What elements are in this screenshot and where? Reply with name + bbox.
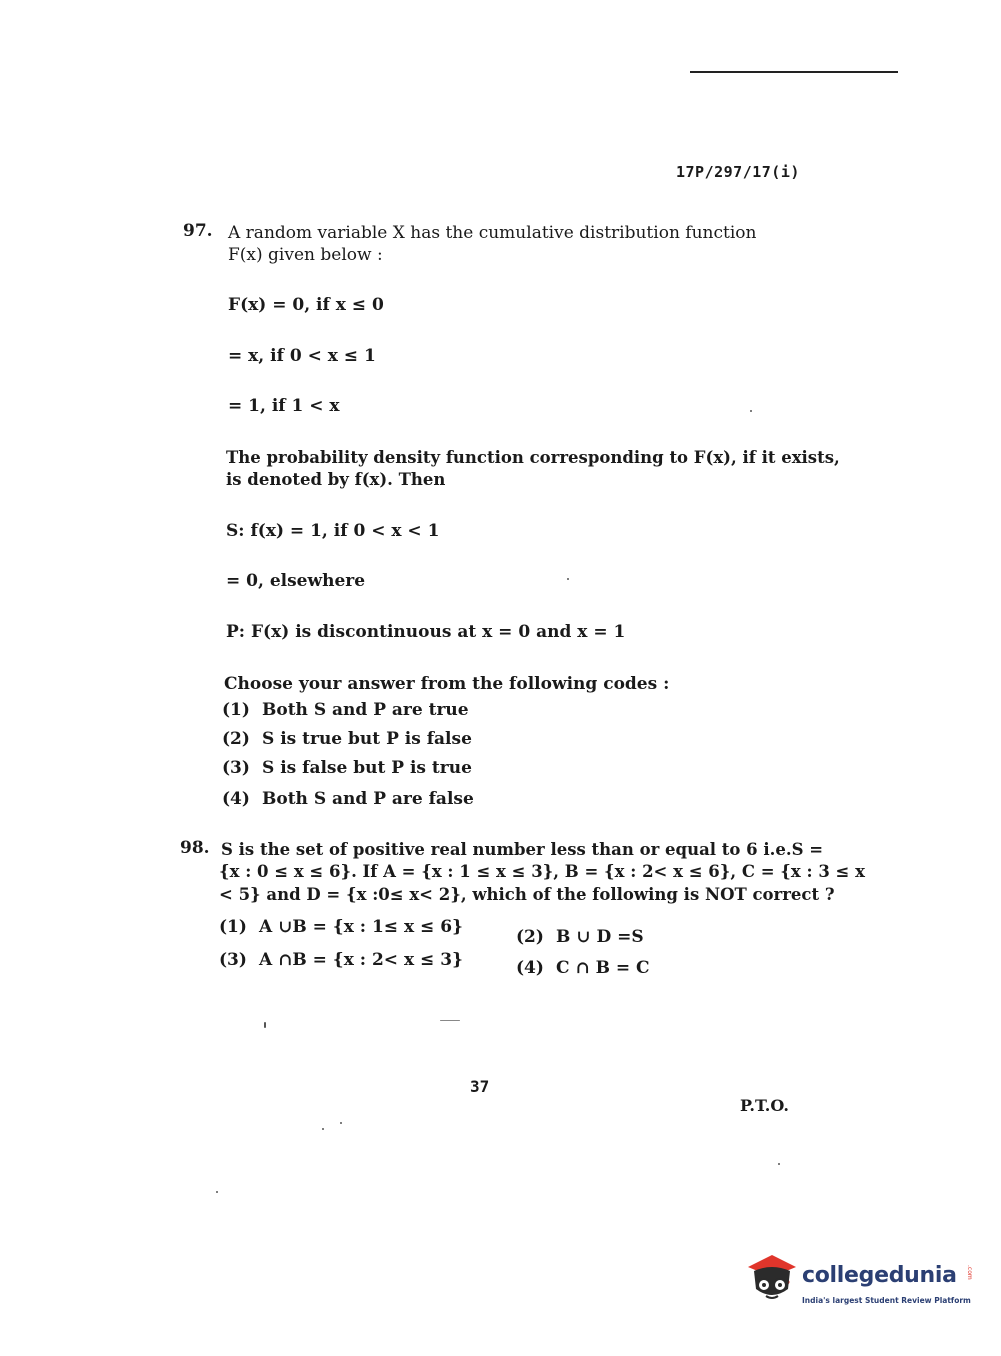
choose-instruction: Choose your answer from the following codes :	[224, 674, 670, 694]
scan-speck	[264, 1022, 266, 1028]
brand-tagline: India's largest Student Review Platform	[802, 1296, 971, 1305]
statement-s	[226, 520, 439, 542]
cdf-line-1: F(x) = 0, if x ≤ 0	[228, 295, 384, 315]
q98-line1: S is the set of positive real number less than or equal to 6 i.e.S =	[221, 840, 824, 859]
scan-speck	[440, 1020, 460, 1021]
option-number: (2)	[222, 729, 250, 749]
p-text: : F(x) is discontinuous at x = 0 and x = 1	[238, 622, 626, 642]
cdf-line-3: = 1, if 1 < x	[228, 396, 340, 416]
q97-option-3	[222, 758, 472, 778]
q97-option-4	[222, 789, 474, 809]
q98-option-3	[219, 950, 463, 970]
paper-code: 17P/297/17(i)	[676, 163, 800, 181]
q98-line2: {x : 0 ≤ x ≤ 6}. If A = {x : 1 ≤ x ≤ 3}, B = {x : 2< x ≤ 6}, C = {x : 3 ≤ x	[219, 862, 865, 881]
pto-label: P.T.O.	[740, 1096, 789, 1115]
q97-stem-line1: A random variable X has the cumulative distribution function	[228, 223, 757, 243]
question-97-number: 97.	[183, 221, 213, 241]
q97-option-2	[222, 729, 472, 749]
option-number: (1)	[219, 917, 247, 937]
top-rule	[690, 71, 898, 73]
not-correct-emphasis: NOT correct	[704, 885, 820, 904]
scan-speck	[567, 578, 569, 580]
q97-stem-line2: F(x) given below :	[228, 245, 383, 265]
scan-speck	[216, 1191, 218, 1193]
option-text: A ∪B = {x : 1≤ x ≤ 6}	[259, 917, 463, 937]
option-number: (1)	[222, 700, 250, 720]
pdf-line-2: is denoted by f(x). Then	[226, 470, 446, 489]
brand-com: .com	[966, 1265, 973, 1280]
q97-option-1	[222, 700, 469, 720]
option-text: C ∩ B = C	[556, 958, 650, 978]
scan-speck	[322, 1128, 324, 1130]
s-elsewhere: = 0, elsewhere	[226, 571, 366, 591]
option-text: B ∪ D =S	[556, 927, 644, 947]
q98-line3	[219, 884, 835, 906]
scan-speck	[778, 1163, 780, 1165]
p-label: P	[226, 622, 239, 642]
option-text: S is true but P is false	[262, 729, 472, 749]
option-number: (3)	[219, 950, 247, 970]
s-label: S	[226, 521, 239, 541]
statement-p	[226, 621, 625, 643]
scan-speck	[750, 410, 752, 412]
option-text: Both S and P are false	[262, 789, 474, 809]
option-text: A ∩B = {x : 2< x ≤ 3}	[259, 950, 463, 970]
option-number: (2)	[516, 927, 544, 947]
q98-option-1	[219, 917, 463, 937]
option-number: (3)	[222, 758, 250, 778]
q98-line3-text: < 5} and D = {x :0≤ x< 2}, which of the following is	[219, 885, 705, 904]
collegedunia-logo	[742, 1249, 972, 1313]
option-text: Both S and P are true	[262, 700, 469, 720]
s-text: : f(x) = 1, if 0 < x < 1	[238, 521, 440, 541]
cdf-line-2: = x, if 0 < x ≤ 1	[228, 346, 376, 366]
option-number: (4)	[516, 958, 544, 978]
option-number: (4)	[222, 789, 250, 809]
q98-option-4	[516, 958, 650, 978]
mascot-icon	[742, 1249, 800, 1313]
brand-name: collegedunia	[802, 1263, 957, 1288]
scan-speck	[340, 1122, 342, 1124]
question-98-number: 98.	[180, 838, 210, 858]
pdf-line-1: The probability density function corresponding to F(x), if it exists,	[226, 448, 840, 467]
option-text: S is false but P is true	[262, 758, 472, 778]
q98-line3-end: ?	[819, 885, 835, 904]
page-number: 37	[470, 1077, 490, 1096]
q98-option-2	[516, 927, 644, 947]
